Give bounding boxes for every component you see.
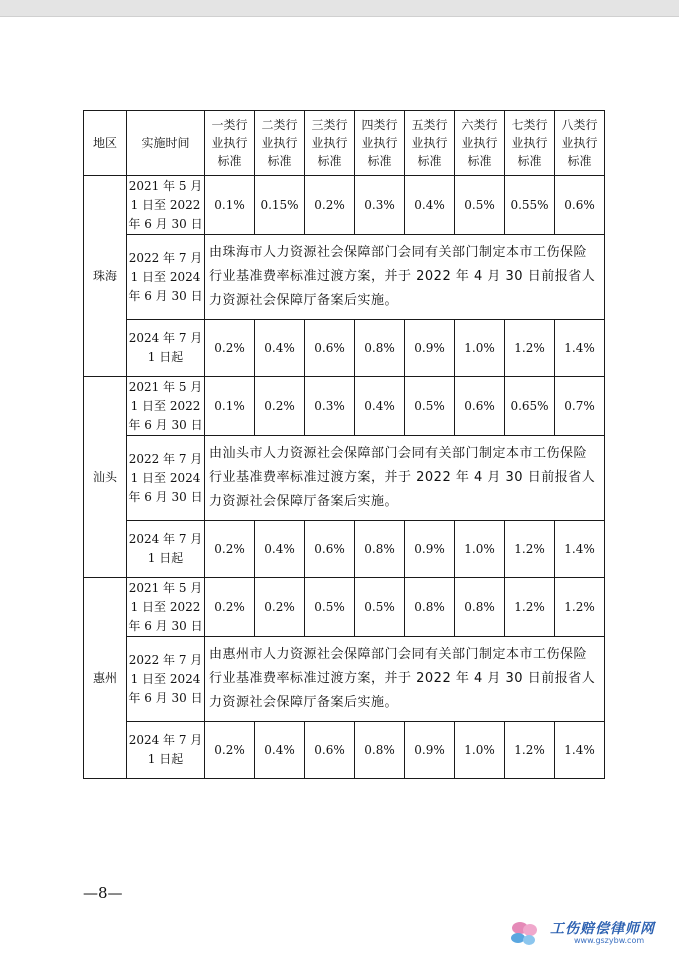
header-class-line: 标准 [317, 154, 342, 168]
rate-cell: 0.7% [555, 377, 605, 436]
period-line: 年 6 月 30 日 [128, 417, 203, 432]
table-row [84, 722, 605, 779]
period-cell [127, 176, 205, 235]
header-class-1 [205, 111, 255, 176]
rate-cell: 1.4% [555, 521, 605, 578]
header-class-line: 三类行 [311, 118, 348, 132]
region-cell: 珠海 [84, 176, 127, 377]
rate-cell: 0.4% [255, 320, 305, 377]
rate-cell: 0.2% [205, 578, 255, 637]
period-line: 1 日起 [147, 752, 184, 766]
rate-cell: 0.2% [205, 320, 255, 377]
rate-cell: 0.5% [355, 578, 405, 637]
site-watermark [508, 916, 673, 950]
table-row [84, 578, 605, 637]
region-cell: 惠州 [84, 578, 127, 779]
rate-cell: 0.6% [305, 521, 355, 578]
header-class-line: 标准 [217, 154, 242, 168]
header-class-line: 业执行 [511, 136, 548, 150]
rate-cell: 0.1% [205, 377, 255, 436]
rate-cell: 1.0% [455, 722, 505, 779]
header-region: 地区 [84, 111, 127, 176]
period-line: 1 日至 2022 [130, 398, 201, 413]
period-line: 2021 年 5 月 [128, 178, 203, 193]
rate-cell: 0.5% [405, 377, 455, 436]
header-class-2 [255, 111, 305, 176]
period-line: 1 日至 2024 [130, 269, 201, 284]
rate-cell: 0.3% [355, 176, 405, 235]
rate-cell: 0.5% [305, 578, 355, 637]
rate-cell: 0.2% [205, 521, 255, 578]
header-class-line: 标准 [467, 154, 492, 168]
period-line: 年 6 月 30 日 [128, 288, 203, 303]
header-class-line: 业执行 [211, 136, 248, 150]
rate-cell: 1.2% [505, 521, 555, 578]
rate-cell: 0.9% [405, 320, 455, 377]
rate-cell: 0.8% [355, 722, 405, 779]
rate-cell: 0.9% [405, 722, 455, 779]
table-row [84, 320, 605, 377]
rate-cell: 0.6% [455, 377, 505, 436]
period-cell [127, 722, 205, 779]
period-cell [127, 377, 205, 436]
table-row [84, 637, 605, 722]
rate-cell: 0.6% [305, 722, 355, 779]
header-class-line: 五类行 [411, 118, 448, 132]
period-line: 年 6 月 30 日 [128, 489, 203, 504]
header-class-line: 标准 [567, 154, 592, 168]
rate-cell: 0.8% [355, 320, 405, 377]
flower-logo-icon [508, 918, 542, 948]
page-number: —8— [83, 884, 123, 902]
period-cell [127, 235, 205, 320]
table-row [84, 377, 605, 436]
period-line: 年 6 月 30 日 [128, 216, 203, 231]
header-class-line: 业执行 [311, 136, 348, 150]
header-class-line: 标准 [367, 154, 392, 168]
header-class-5 [405, 111, 455, 176]
period-line: 1 日起 [147, 551, 184, 565]
header-class-line: 八类行 [561, 118, 598, 132]
header-period: 实施时间 [127, 111, 205, 176]
header-class-4 [355, 111, 405, 176]
period-line: 年 6 月 30 日 [128, 618, 203, 633]
header-class-line: 二类行 [261, 118, 298, 132]
region-cell: 汕头 [84, 377, 127, 578]
header-class-line: 标准 [417, 154, 442, 168]
rate-cell: 0.6% [555, 176, 605, 235]
header-class-line: 标准 [267, 154, 292, 168]
rate-cell: 0.2% [305, 176, 355, 235]
watermark-title: 工伤赔偿律师网 [550, 921, 655, 937]
period-line: 2024 年 7 月 [128, 331, 203, 345]
period-line: 2022 年 7 月 [128, 652, 203, 667]
header-class-line: 业执行 [411, 136, 448, 150]
rate-cell: 0.4% [255, 722, 305, 779]
period-line: 1 日至 2022 [130, 197, 201, 212]
rate-cell: 0.2% [255, 578, 305, 637]
rate-cell: 0.4% [255, 521, 305, 578]
header-class-line: 四类行 [361, 118, 398, 132]
header-class-line: 七类行 [511, 118, 548, 132]
period-line: 1 日至 2022 [130, 599, 201, 614]
rate-cell: 0.2% [255, 377, 305, 436]
rate-cell: 0.8% [355, 521, 405, 578]
rate-cell: 1.0% [455, 521, 505, 578]
rate-cell: 0.6% [305, 320, 355, 377]
transition-note-cell: 由惠州市人力资源社会保障部门会同有关部门制定本市工伤保险行业基准费率标准过渡方案，并于 2022 年 4 月 30 日前报省人力资源社会保障厅备案后实施。 [205, 637, 605, 722]
rate-cell: 0.4% [405, 176, 455, 235]
period-line: 1 日起 [147, 350, 184, 364]
period-cell [127, 578, 205, 637]
rate-cell: 0.5% [455, 176, 505, 235]
rate-cell: 1.2% [505, 578, 555, 637]
header-class-line: 业执行 [261, 136, 298, 150]
period-cell [127, 637, 205, 722]
rate-cell: 0.4% [355, 377, 405, 436]
header-class-line: 一类行 [211, 118, 248, 132]
header-class-line: 业执行 [461, 136, 498, 150]
rate-cell: 1.2% [555, 578, 605, 637]
table-row [84, 436, 605, 521]
period-line: 2024 年 7 月 [128, 532, 203, 546]
period-line: 1 日至 2024 [130, 470, 201, 485]
top-edge-bar [0, 0, 679, 17]
period-line: 2022 年 7 月 [128, 250, 203, 265]
rate-cell: 0.15% [255, 176, 305, 235]
rate-cell: 0.2% [205, 722, 255, 779]
header-class-line: 标准 [517, 154, 542, 168]
header-class-6 [455, 111, 505, 176]
table-body [84, 176, 605, 779]
header-class-3 [305, 111, 355, 176]
rate-cell: 0.8% [455, 578, 505, 637]
rate-cell: 0.65% [505, 377, 555, 436]
rate-cell: 1.2% [505, 722, 555, 779]
transition-note-cell: 由珠海市人力资源社会保障部门会同有关部门制定本市工伤保险行业基准费率标准过渡方案，并于 2022 年 4 月 30 日前报省人力资源社会保障厅备案后实施。 [205, 235, 605, 320]
period-line: 2024 年 7 月 [128, 733, 203, 747]
rate-cell: 1.4% [555, 320, 605, 377]
period-cell [127, 521, 205, 578]
rate-cell: 0.8% [405, 578, 455, 637]
header-class-line: 业执行 [561, 136, 598, 150]
period-cell [127, 320, 205, 377]
table-row [84, 235, 605, 320]
insurance-rate-table [83, 110, 605, 779]
table-row [84, 176, 605, 235]
rate-cell: 0.1% [205, 176, 255, 235]
period-line: 1 日至 2024 [130, 671, 201, 686]
header-class-7 [505, 111, 555, 176]
header-class-line: 六类行 [461, 118, 498, 132]
period-line: 2021 年 5 月 [128, 580, 203, 595]
rate-cell: 1.2% [505, 320, 555, 377]
rate-cell: 1.0% [455, 320, 505, 377]
period-line: 2021 年 5 月 [128, 379, 203, 394]
rate-cell: 0.9% [405, 521, 455, 578]
period-cell [127, 436, 205, 521]
header-class-8 [555, 111, 605, 176]
watermark-url: www.gszybw.com [574, 936, 645, 945]
table-row [84, 521, 605, 578]
header-class-line: 业执行 [361, 136, 398, 150]
rate-cell: 1.4% [555, 722, 605, 779]
period-line: 年 6 月 30 日 [128, 690, 203, 705]
transition-note-cell: 由汕头市人力资源社会保障部门会同有关部门制定本市工伤保险行业基准费率标准过渡方案，并于 2022 年 4 月 30 日前报省人力资源社会保障厅备案后实施。 [205, 436, 605, 521]
rate-cell: 0.55% [505, 176, 555, 235]
table-header-row [84, 111, 605, 176]
period-line: 2022 年 7 月 [128, 451, 203, 466]
rate-cell: 0.3% [305, 377, 355, 436]
